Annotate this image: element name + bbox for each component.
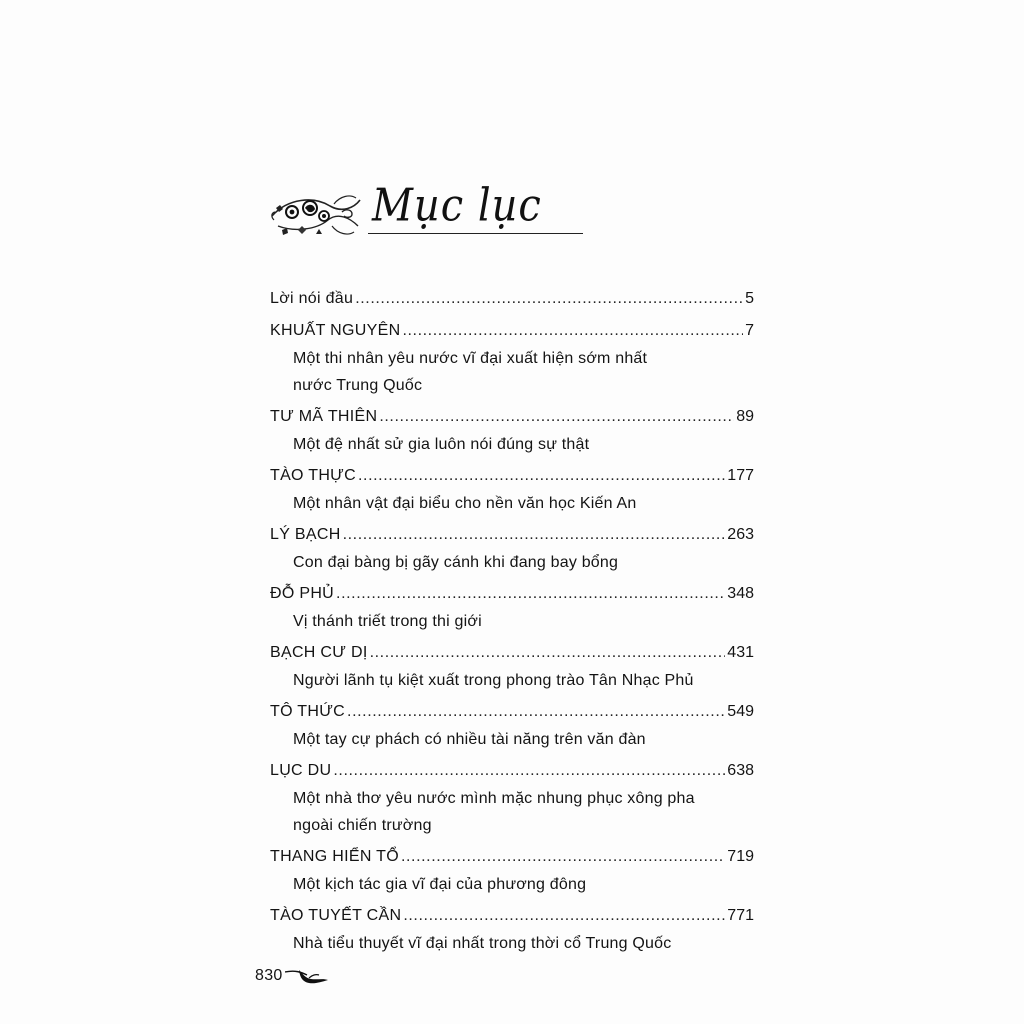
toc-entry-subtitle-line: Nhà tiểu thuyết vĩ đại nhất trong thời cổ Trung Quốc — [293, 935, 672, 952]
toc-entry-subtitle-line: ngoài chiến trường — [293, 817, 432, 834]
toc-entry — [270, 520, 754, 576]
toc-entry-title: TƯ MÃ THIÊN — [270, 408, 378, 425]
toc-entry-title: LỤC DU — [270, 762, 332, 779]
toc-entry-row — [270, 697, 754, 726]
dot-leader — [355, 284, 743, 313]
toc-entry-page-number: 348 — [727, 585, 754, 602]
toc-entry-row — [270, 842, 754, 871]
toc-entry-subtitle-line: Một kịch tác gia vĩ đại của phương đông — [293, 876, 587, 893]
toc-entry-row — [270, 461, 754, 490]
toc-entry-title: BẠCH CƯ DỊ — [270, 644, 368, 661]
title-underline — [368, 233, 583, 234]
toc-entry-title: TÀO TUYẾT CẦN — [270, 907, 402, 924]
toc-entry-subtitle-line: Vị thánh triết trong thi giới — [293, 613, 482, 630]
floral-scroll-ornament-icon — [268, 186, 364, 242]
toc-entry — [270, 901, 754, 957]
dot-leader — [403, 901, 725, 930]
toc-header — [268, 178, 588, 248]
toc-entry-title: Lời nói đầu — [270, 290, 354, 307]
toc-entry-page-number: 177 — [727, 467, 754, 484]
toc-entry-row — [270, 756, 754, 785]
dot-leader — [333, 756, 725, 785]
toc-entry-subtitle-line: Người lãnh tụ kiệt xuất trong phong trào Tân Nhạc Phủ — [293, 672, 694, 689]
toc-entry-row — [270, 638, 754, 667]
toc-entry-page-number: 7 — [745, 322, 754, 339]
toc-entry — [270, 402, 754, 458]
toc-entry-title: THANG HIỂN TỔ — [270, 848, 399, 865]
toc-entry-subtitle — [270, 608, 754, 635]
toc-entry-row — [270, 901, 754, 930]
dot-leader — [358, 461, 725, 490]
toc-entry-subtitle-line: Một tay cự phách có nhiều tài năng trên văn đàn — [293, 731, 646, 748]
toc-entry-title: KHUẤT NGUYÊN — [270, 322, 401, 339]
toc-entry-row — [270, 316, 754, 345]
swallow-flourish-icon — [285, 966, 329, 986]
toc-entry-subtitle-line: Một thi nhân yêu nước vĩ đại xuất hiện sớm nhất — [293, 350, 648, 367]
toc-entry-page-number: 89 — [736, 408, 754, 425]
dot-leader — [401, 842, 725, 871]
toc-entry-title: TÀO THỰC — [270, 467, 356, 484]
toc-entry — [270, 461, 754, 517]
toc-entry-subtitle — [270, 726, 754, 753]
dot-leader — [379, 402, 734, 431]
toc-entry-subtitle — [270, 431, 754, 458]
toc-entry-subtitle-line: Một đệ nhất sử gia luôn nói đúng sự thật — [293, 436, 590, 453]
toc-entry-subtitle-line: Một nhà thơ yêu nước mình mặc nhung phục xông pha — [293, 790, 695, 807]
toc-entry-page-number: 5 — [745, 290, 754, 307]
toc-entry-subtitle — [270, 930, 754, 957]
toc-entry-row — [270, 579, 754, 608]
toc-entry — [270, 756, 754, 839]
toc-entry — [270, 638, 754, 694]
toc-entry-page-number: 638 — [727, 762, 754, 779]
toc-entry-row — [270, 402, 754, 431]
toc-entry-title: LÝ BẠCH — [270, 526, 341, 543]
dot-leader — [336, 579, 725, 608]
toc-entry-page-number: 719 — [727, 848, 754, 865]
dot-leader — [402, 316, 743, 345]
dot-leader — [343, 520, 726, 549]
toc-entry-page-number: 549 — [727, 703, 754, 720]
toc-entry-subtitle — [270, 490, 754, 517]
toc-entry-title: ĐỖ PHỦ — [270, 585, 335, 602]
toc-entry-subtitle-line: nước Trung Quốc — [293, 377, 423, 394]
toc-title: Mục lục — [372, 180, 542, 232]
toc-entry-title: TÔ THỨC — [270, 703, 346, 720]
toc-entry-page-number: 771 — [727, 907, 754, 924]
toc-entry — [270, 842, 754, 898]
page-footer — [255, 964, 329, 988]
page-number: 830 — [255, 967, 283, 984]
table-of-contents — [270, 284, 754, 957]
toc-entry-subtitle — [270, 549, 754, 576]
toc-entry — [270, 579, 754, 635]
dot-leader — [347, 697, 725, 726]
toc-entry-subtitle-line: Một nhân vật đại biểu cho nền văn học Kiến An — [293, 495, 637, 512]
toc-entry-row — [270, 284, 754, 313]
toc-entry-subtitle — [270, 667, 754, 694]
toc-entry-page-number: 431 — [727, 644, 754, 661]
toc-entry — [270, 284, 754, 313]
toc-entry-subtitle-line: Con đại bàng bị gãy cánh khi đang bay bổng — [293, 554, 619, 571]
toc-entry-page-number: 263 — [727, 526, 754, 543]
toc-entry — [270, 316, 754, 399]
toc-entry-subtitle — [270, 345, 754, 399]
toc-entry-subtitle — [270, 871, 754, 898]
toc-entry-row — [270, 520, 754, 549]
toc-entry — [270, 697, 754, 753]
dot-leader — [370, 638, 726, 667]
toc-entry-subtitle — [270, 785, 754, 839]
